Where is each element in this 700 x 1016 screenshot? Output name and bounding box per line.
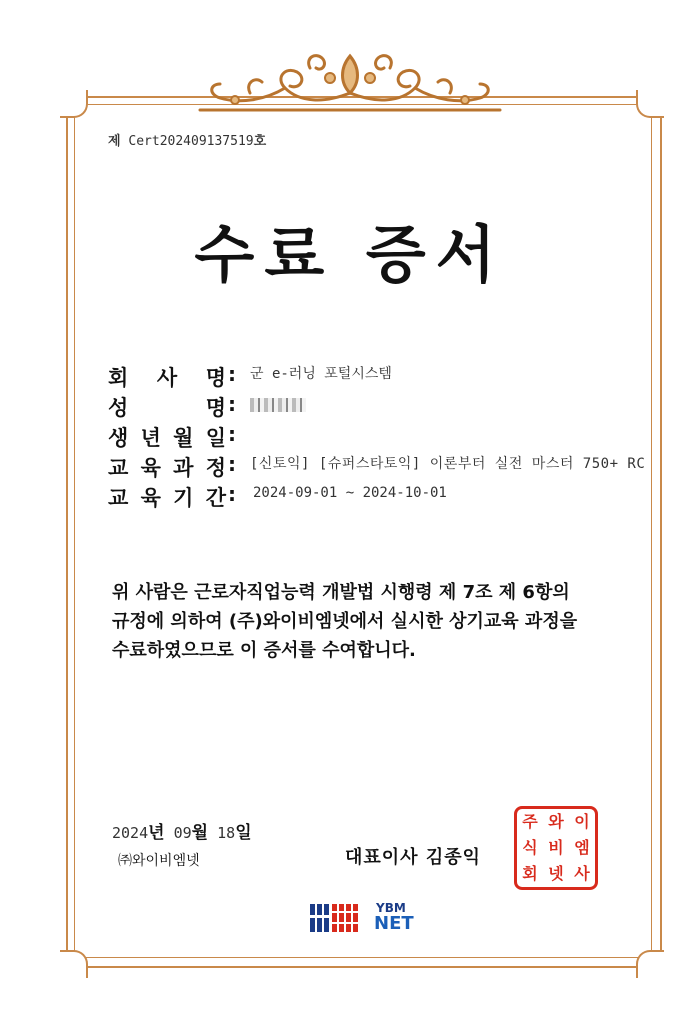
birth-row [108,422,648,452]
name-label: 성 명 [108,395,228,420]
certificate-number-suffix: 호 [253,134,267,149]
frame-corner-bottom-right [636,950,664,978]
month-unit: 월 [191,823,209,843]
ybm-net-logo [308,900,418,936]
issue-year: 2024 [112,824,149,842]
certificate-number-value: Cert202409137519 [128,134,254,149]
seal-char: 회 [522,864,538,883]
seal-char: 주 [522,812,538,831]
certificate-number [108,130,266,149]
seal-char: 비 [548,838,564,857]
course-row [108,452,648,482]
frame-corner-bottom-left [60,950,88,978]
logo-net-text: NET [374,913,414,934]
year-unit: 년 [148,823,165,843]
seal-char: 사 [574,864,590,883]
issue-day: 18 [217,824,236,842]
name-value-redacted [250,392,648,417]
colon: : [228,482,236,506]
period-value: 2024-09-01 ~ 2024-10-01 [253,485,447,501]
representative-name: 대표이사 김종익 [345,847,481,868]
logo-ybm-text: YBM [376,901,406,915]
frame-corner-top-left [60,90,88,118]
day-unit: 일 [235,823,252,843]
issue-month: 09 [173,824,192,842]
birth-value [250,422,648,426]
colon: : [228,452,236,476]
certificate-statement [112,578,612,665]
issue-date [112,818,252,843]
course-label: 교 육 과 정 [108,455,228,480]
colon: : [228,392,236,416]
statement-line: 수료하였으므로 이 증서를 수여합니다. [112,640,416,661]
seal-char: 넷 [548,864,564,883]
colon: : [228,362,236,386]
certificate-title: 수료 증서 [194,218,506,291]
seal-char: 식 [522,838,538,857]
name-row [108,392,648,422]
redaction-mask [250,398,306,412]
certificate-number-label: 제 [108,134,121,149]
ybm-logo-mark-icon [308,902,366,934]
seal-char: 와 [548,812,564,831]
seal-char: 엠 [574,838,590,857]
seal-char: 이 [574,812,590,831]
company-label: 회 사 명 [108,365,228,390]
issuer-company: ㈜와이비엠넷 [118,853,200,869]
statement-line: 위 사람은 근로자직업능력 개발법 시행령 제 7조 제 6항의 [112,582,570,603]
ornament-top [190,48,510,118]
company-row [108,362,648,392]
birth-label: 생 년 월 일 [108,425,228,450]
statement-line: 규정에 의하여 (주)와이비엠넷에서 실시한 상기교육 과정을 [112,611,578,632]
period-label: 교 육 기 간 [108,485,228,510]
company-value: 군 e-러닝 포털시스템 [250,366,392,382]
frame-corner-top-right [636,90,664,118]
company-seal-stamp [514,806,598,890]
course-value: [신토익] [슈퍼스타토익] 이론부터 실전 마스터 750+ RC [250,456,646,472]
colon: : [228,422,236,446]
